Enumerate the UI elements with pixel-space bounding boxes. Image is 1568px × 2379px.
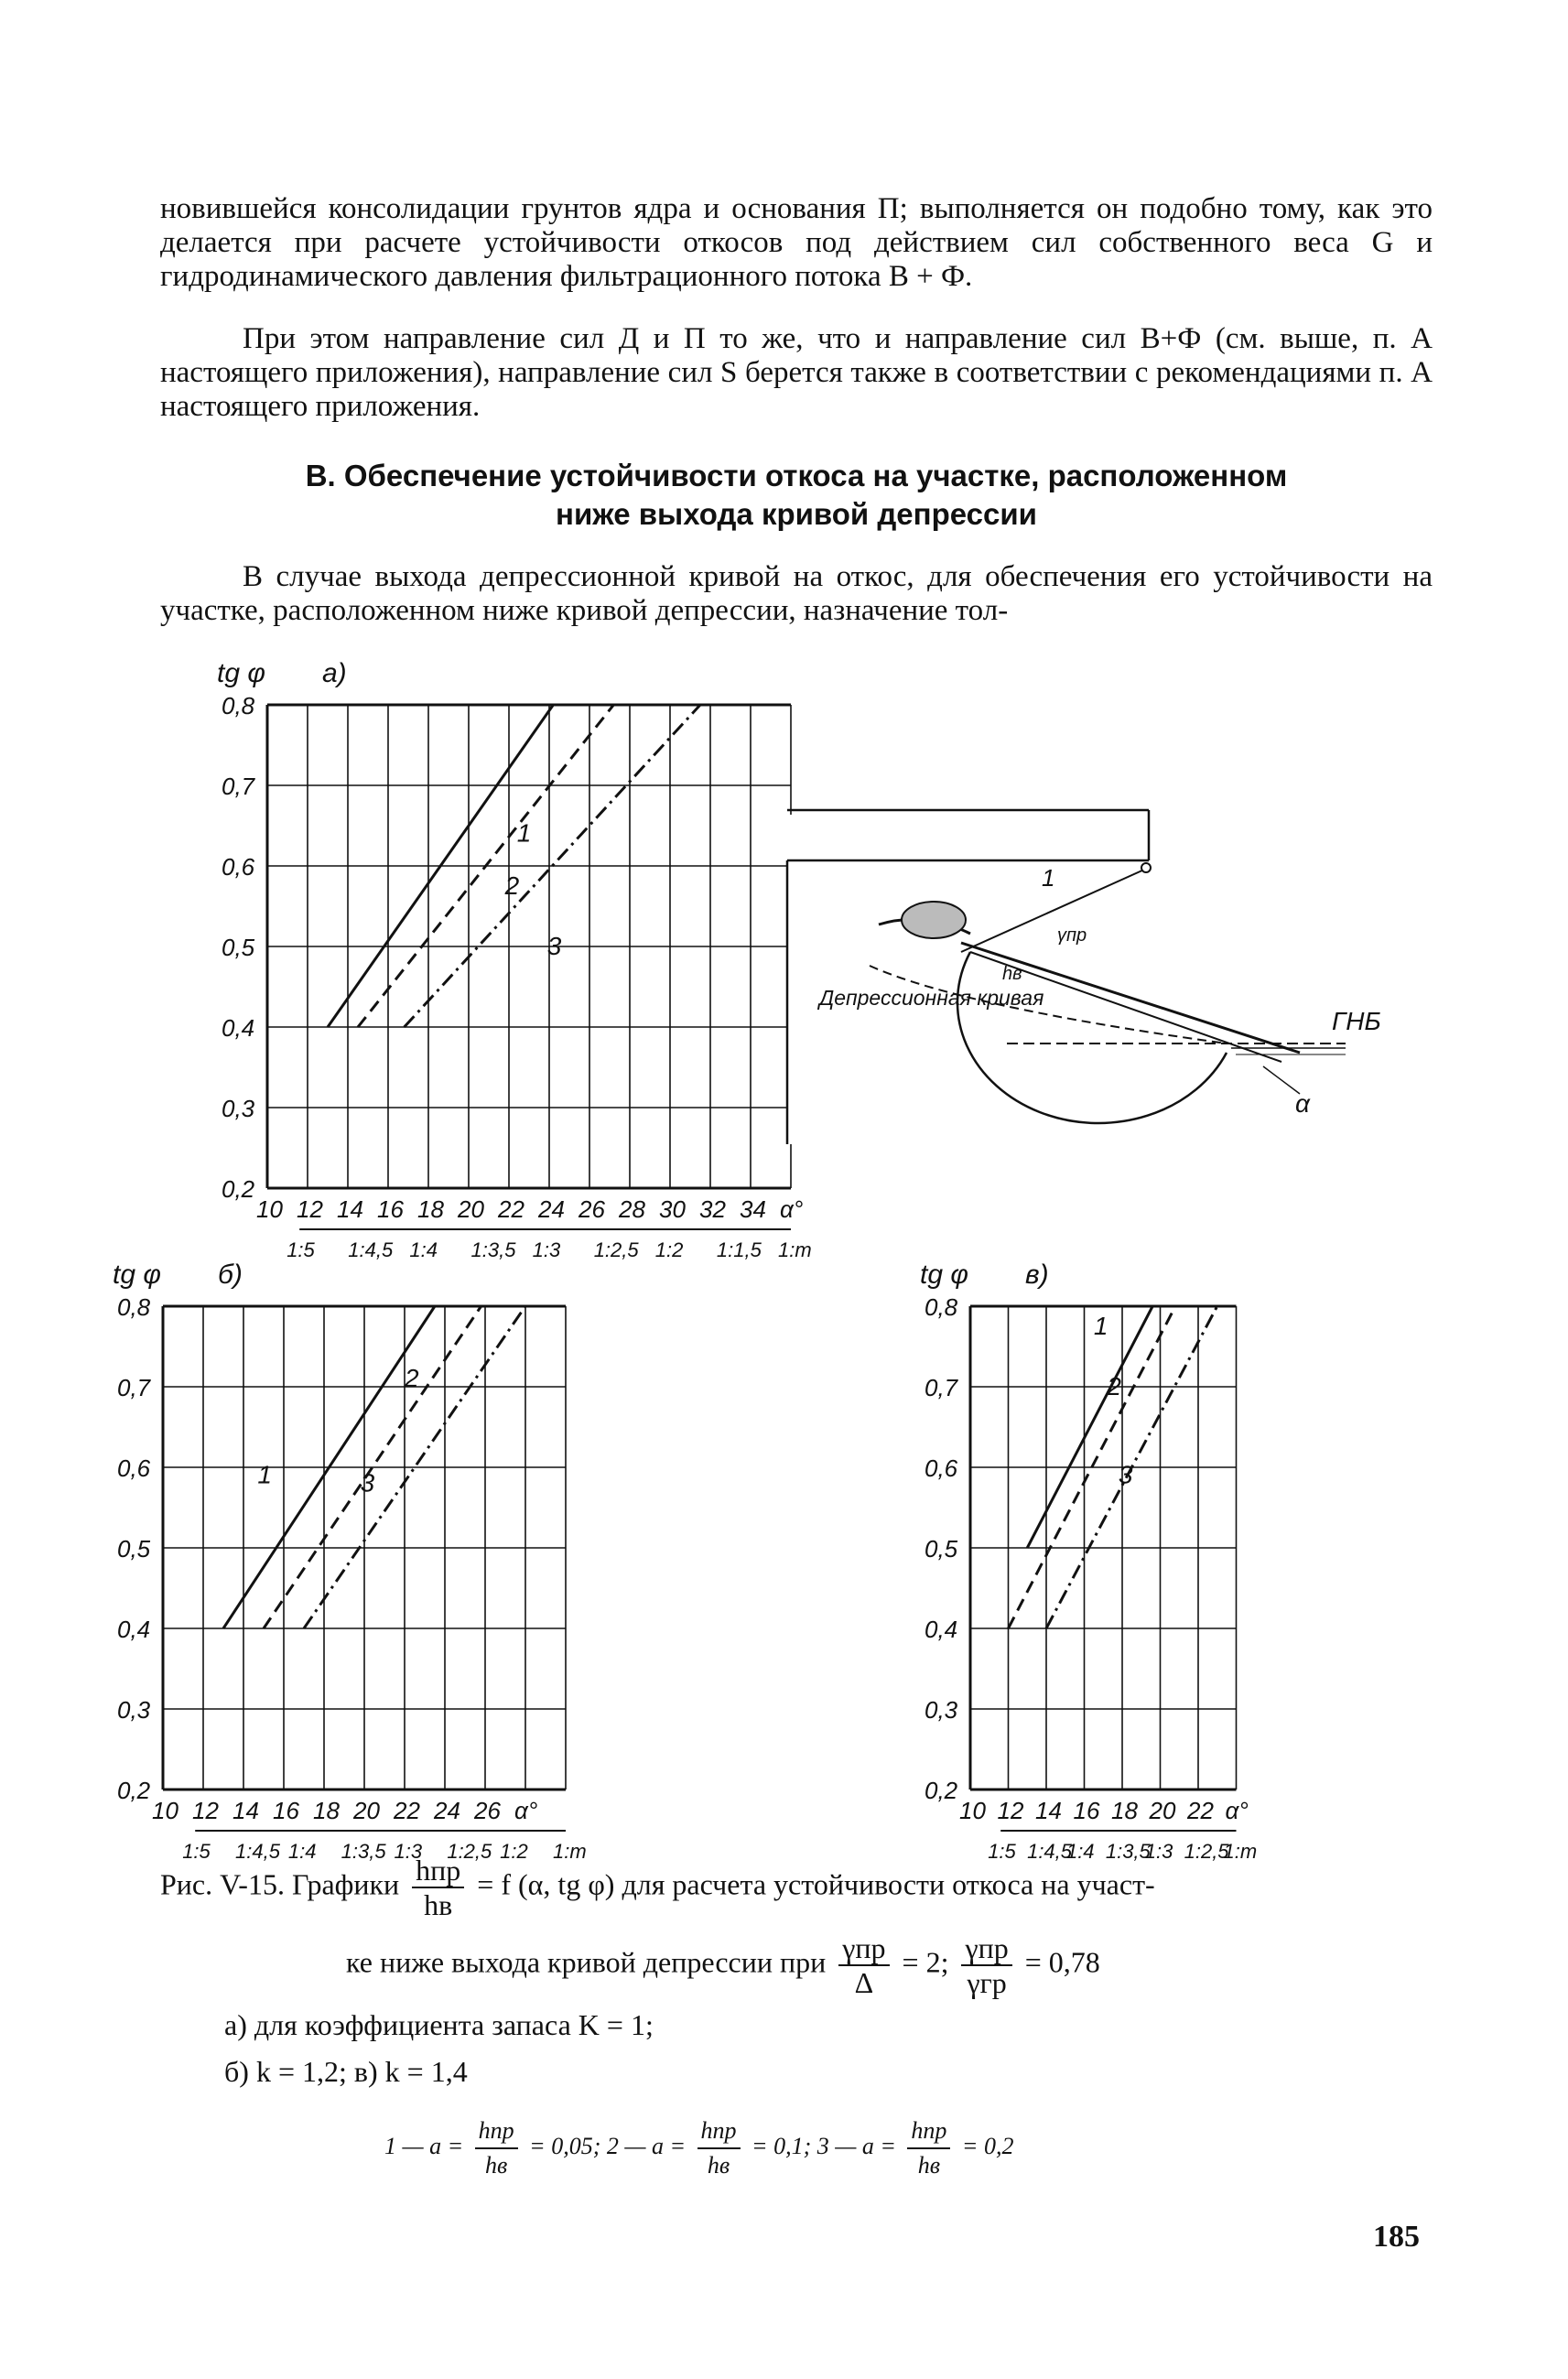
x-tick-label: 22 — [394, 1797, 420, 1824]
slope-tick-label: 1:2,5 — [1184, 1840, 1229, 1863]
slope-tick-label: 1:4 — [1065, 1840, 1095, 1863]
x-tick-label: 14 — [1035, 1797, 1062, 1824]
x-tick-label: 24 — [434, 1797, 460, 1824]
inset-label-gnb: ГНБ — [1332, 1007, 1381, 1035]
slope-tick-label: 1:4,5 — [348, 1238, 394, 1261]
formula-1-left: 1 — a = — [384, 2132, 464, 2159]
y-tick-label: 0,7 — [117, 1374, 151, 1401]
slope-tick-label: 1:3 — [532, 1238, 561, 1261]
y-tick-label: 0,8 — [117, 1293, 151, 1321]
x-tick-label: 24 — [538, 1195, 565, 1223]
x-tick-label: 18 — [313, 1797, 340, 1824]
x-tick-label: 16 — [1073, 1797, 1100, 1824]
x-tick-label: 30 — [659, 1195, 686, 1223]
caption-gamma-np: γпр — [838, 1931, 889, 1966]
x-tick-label: 34 — [740, 1195, 766, 1223]
formula-3-num: hпр — [907, 2114, 950, 2149]
slope-tick-label: 1:2,5 — [447, 1840, 492, 1863]
x-tick-label: 22 — [1187, 1797, 1214, 1824]
section-heading-line1: В. Обеспечение устойчивости откоса на участке, расположенном — [305, 459, 1288, 492]
x-tick-label: 20 — [353, 1797, 380, 1824]
y-tick-label: 0,6 — [925, 1454, 958, 1482]
y-tick-label: 0,8 — [925, 1293, 958, 1321]
slope-tick-label: 1:5 — [988, 1840, 1016, 1863]
caption-eq-078: = 0,78 — [1024, 1945, 1100, 1979]
x-tick-label: 18 — [417, 1195, 444, 1223]
x-tick-label: 12 — [192, 1797, 219, 1824]
x-tick-label: 20 — [458, 1195, 484, 1223]
y-tick-label: 0,3 — [925, 1696, 958, 1724]
x-tick-label: 26 — [474, 1797, 501, 1824]
chart-v — [920, 1260, 1257, 1863]
formula-3-left: 3 — a = — [816, 2132, 896, 2159]
inset-label-alpha: α — [1295, 1089, 1310, 1118]
y-axis-label: tg φ — [920, 1260, 968, 1290]
chart-b — [113, 1260, 587, 1863]
series-label-1: 1 — [257, 1460, 272, 1489]
chart-a — [217, 658, 812, 1261]
formula-2-num: hпр — [697, 2114, 741, 2149]
y-tick-label: 0,7 — [222, 773, 255, 800]
y-axis-label: tg φ — [217, 658, 265, 688]
y-tick-label: 0,5 — [222, 934, 255, 961]
y-axis-label: tg φ — [113, 1260, 161, 1290]
y-tick-label: 0,2 — [925, 1777, 958, 1804]
caption-delta: Δ — [854, 1966, 874, 1999]
slope-tick-label: 1:3,5 — [1105, 1840, 1151, 1863]
x-tick-label: 10 — [959, 1797, 986, 1824]
panel-label: в) — [1025, 1260, 1049, 1290]
section-heading-line2: ниже выхода кривой депрессии — [556, 497, 1037, 531]
slope-tick-label: 1:4 — [287, 1840, 317, 1863]
x-tick-label: 10 — [256, 1195, 283, 1223]
panel-label: а) — [322, 658, 347, 688]
x-tick-label: 12 — [997, 1797, 1024, 1824]
x-tick-label: 16 — [273, 1797, 299, 1824]
y-tick-label: 0,2 — [222, 1175, 255, 1203]
caption-prefix: Рис. V-15. Графики — [160, 1867, 400, 1901]
slope-tick-label: 1:2 — [654, 1238, 684, 1261]
slope-tick-label: 1:3 — [394, 1840, 423, 1863]
caption-gamma-np-2: γпр — [961, 1931, 1011, 1966]
y-tick-label: 0,3 — [222, 1095, 255, 1122]
x-tick-label: 28 — [619, 1195, 645, 1223]
x-tick-label: 22 — [498, 1195, 524, 1223]
caption-gamma-gr: γгр — [967, 1966, 1007, 1999]
caption-eq-2: = 2; — [902, 1945, 949, 1979]
x-tick-label: 12 — [297, 1195, 323, 1223]
slope-tick-label: 1:m — [1223, 1840, 1258, 1863]
paragraph-2: При этом направление сил Д и П то же, что и направление сил В+Ф (см. выше, п. А настоящего приложения), направление сил S берется также в соответствии с рекомендациями п. А настоящего приложения. — [160, 322, 1433, 423]
slope-tick-label: 1:5 — [182, 1840, 211, 1863]
x-tick-label: α° — [514, 1797, 538, 1824]
slope-tick-label: 1:4,5 — [1027, 1840, 1073, 1863]
slope-tick-label: 1:3,5 — [341, 1840, 386, 1863]
slope-tick-label: 1:m — [778, 1238, 812, 1261]
caption-line2-prefix: ке ниже выхода кривой депрессии при — [346, 1945, 827, 1979]
y-tick-label: 0,2 — [117, 1777, 151, 1804]
paragraph-1: новившейся консолидации грунтов ядра и основания П; выполняется он подобно тому, как это делается при расчете устойчивости откосов под действием сил собственного веса G и гидродинамического давления фильтрационного потока В + Ф. — [160, 192, 1433, 293]
x-tick-label: α° — [1225, 1797, 1249, 1824]
series-label-2: 2 — [1107, 1371, 1121, 1400]
inset-label-gamma: γпр — [1057, 925, 1087, 946]
series-label-3: 3 — [360, 1468, 375, 1498]
y-tick-label: 0,5 — [117, 1535, 151, 1563]
formula-3-right: = 0,2 — [961, 2132, 1014, 2159]
x-tick-label: 14 — [232, 1797, 259, 1824]
formula-1-num: hпр — [475, 2114, 518, 2149]
x-tick-label: 16 — [377, 1195, 404, 1223]
y-tick-label: 0,8 — [222, 692, 255, 719]
series-label-1: 1 — [1093, 1311, 1108, 1340]
caption-item-b: б) k = 1,2; в) k = 1,4 — [224, 2055, 468, 2088]
series-label-2: 2 — [504, 870, 520, 900]
x-tick-label: α° — [780, 1195, 804, 1223]
x-tick-label: 10 — [152, 1797, 178, 1824]
y-tick-label: 0,3 — [117, 1696, 151, 1724]
y-tick-label: 0,7 — [925, 1374, 958, 1401]
y-tick-label: 0,4 — [117, 1616, 151, 1643]
slope-tick-label: 1:3,5 — [470, 1238, 516, 1261]
y-tick-label: 0,4 — [925, 1616, 958, 1643]
formula-2-right: = 0,1; — [752, 2132, 812, 2159]
x-tick-label: 20 — [1149, 1797, 1176, 1824]
slope-tick-label: 1:4,5 — [235, 1840, 280, 1863]
series-label-3: 3 — [1118, 1460, 1133, 1489]
series-label-3: 3 — [546, 931, 562, 960]
caption-h-b: hв — [424, 1888, 453, 1921]
formula-2-left: 2 — a = — [606, 2132, 687, 2159]
y-tick-label: 0,5 — [925, 1535, 958, 1563]
slope-tick-label: 1:3 — [1144, 1840, 1173, 1863]
formula-3-den: hв — [917, 2152, 941, 2179]
inset-label-depression-curve: Депрессионная кривая — [819, 986, 1044, 1010]
slope-tick-label: 1:2,5 — [593, 1238, 639, 1261]
caption-eq-rest: = f (α, tg φ) для расчета устойчивости откоса на участ- — [477, 1867, 1155, 1901]
inset-label-hb: hв — [1002, 964, 1022, 984]
figure-caption-line1 — [160, 1854, 1155, 1921]
inset-label-1: 1 — [1042, 864, 1055, 892]
caption-h-np: hпр — [412, 1854, 464, 1888]
y-tick-label: 0,6 — [222, 853, 255, 881]
y-tick-label: 0,4 — [222, 1014, 255, 1042]
formula-1-den: hв — [485, 2152, 508, 2179]
slope-tick-label: 1:1,5 — [716, 1238, 762, 1261]
caption-formulas — [384, 2114, 1013, 2182]
series-label-1: 1 — [516, 818, 532, 848]
panel-label: б) — [218, 1260, 243, 1290]
formula-2-den: hв — [707, 2152, 730, 2179]
x-tick-label: 18 — [1111, 1797, 1138, 1824]
caption-item-a: а) для коэффициента запаса K = 1; — [224, 2008, 654, 2041]
slope-tick-label: 1:m — [553, 1840, 587, 1863]
slope-tick-label: 1:2 — [500, 1840, 528, 1863]
x-tick-label: 32 — [699, 1195, 726, 1223]
x-tick-label: 26 — [579, 1195, 605, 1223]
x-tick-label: 14 — [337, 1195, 363, 1223]
paragraph-3: В случае выхода депрессионной кривой на откос, для обеспечения его устойчивости на участке, расположенном ниже кривой депрессии, назначение тол- — [160, 560, 1433, 627]
series-label-2: 2 — [405, 1364, 419, 1392]
slope-tick-label: 1:5 — [287, 1238, 315, 1261]
slope-inset-diagram — [787, 810, 1381, 1144]
y-tick-label: 0,6 — [117, 1454, 151, 1482]
page-number: 185 — [1373, 2220, 1420, 2254]
formula-1-right: = 0,05; — [529, 2132, 601, 2159]
figure-caption-line2 — [346, 1931, 1100, 1999]
slope-tick-label: 1:4 — [409, 1238, 438, 1261]
